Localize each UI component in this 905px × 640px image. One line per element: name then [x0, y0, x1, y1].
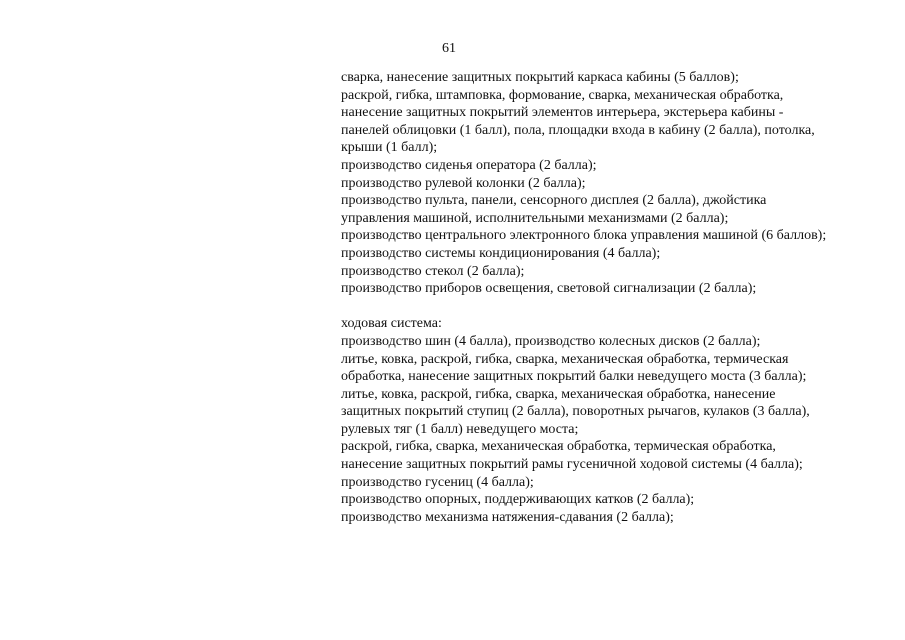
- text-line: производство приборов освещения, световой сигнализации (2 балла);: [341, 281, 757, 297]
- text-line: защитных покрытий ступиц (2 балла), поворотных рычагов, кулаков (3 балла),: [341, 404, 810, 420]
- text-line: панелей облицовки (1 балл), пола, площадки входа в кабину (2 балла), потолка,: [341, 122, 815, 138]
- text-line: производство механизма натяжения-сдавания (2 балла);: [341, 509, 674, 525]
- text-line: обработка, нанесение защитных покрытий балки неведущего моста (3 балла);: [341, 369, 807, 385]
- document-body: [341, 69, 891, 526]
- text-line: крыши (1 балл);: [341, 140, 438, 156]
- text-line: производство стекол (2 балла);: [341, 263, 525, 279]
- paragraph-spacer: [341, 298, 891, 316]
- text-line: нанесение защитных покрытий рамы гусеничной ходовой системы (4 балла);: [341, 457, 803, 473]
- text-line: производство опорных, поддерживающих катков (2 балла);: [341, 492, 695, 508]
- text-line: производство системы кондиционирования (4 балла);: [341, 245, 661, 261]
- text-line: производство гусениц (4 балла);: [341, 474, 534, 490]
- text-line: нанесение защитных покрытий элементов интерьера, экстерьера кабины -: [341, 105, 784, 121]
- text-line: сварка, нанесение защитных покрытий каркаса кабины (5 баллов);: [341, 70, 739, 85]
- text-line: производство шин (4 балла), производство колесных дисков (2 балла);: [341, 333, 761, 349]
- text-line: производство сиденья оператора (2 балла);: [341, 157, 597, 173]
- text-line: литье, ковка, раскрой, гибка, сварка, механическая обработка, нанесение: [341, 386, 776, 402]
- text-line: раскрой, гибка, сварка, механическая обработка, термическая обработка,: [341, 439, 776, 455]
- section-heading: ходовая система:: [341, 316, 442, 332]
- text-line: литье, ковка, раскрой, гибка, сварка, механическая обработка, термическая: [341, 351, 789, 367]
- text-line: рулевых тяг (1 балл) неведущего моста;: [341, 421, 579, 437]
- paragraph-cabin-components: [341, 69, 891, 298]
- paragraph-running-gear: [341, 315, 891, 526]
- page-number: 61: [442, 41, 456, 56]
- text-line: управления машиной, исполнительными механизмами (2 балла);: [341, 210, 729, 226]
- text-line: производство рулевой колонки (2 балла);: [341, 175, 586, 191]
- text-line: раскрой, гибка, штамповка, формование, сварка, механическая обработка,: [341, 87, 784, 103]
- text-line: производство пульта, панели, сенсорного дисплея (2 балла), джойстика: [341, 193, 767, 209]
- text-line: производство центрального электронного блока управления машиной (6 баллов);: [341, 228, 827, 244]
